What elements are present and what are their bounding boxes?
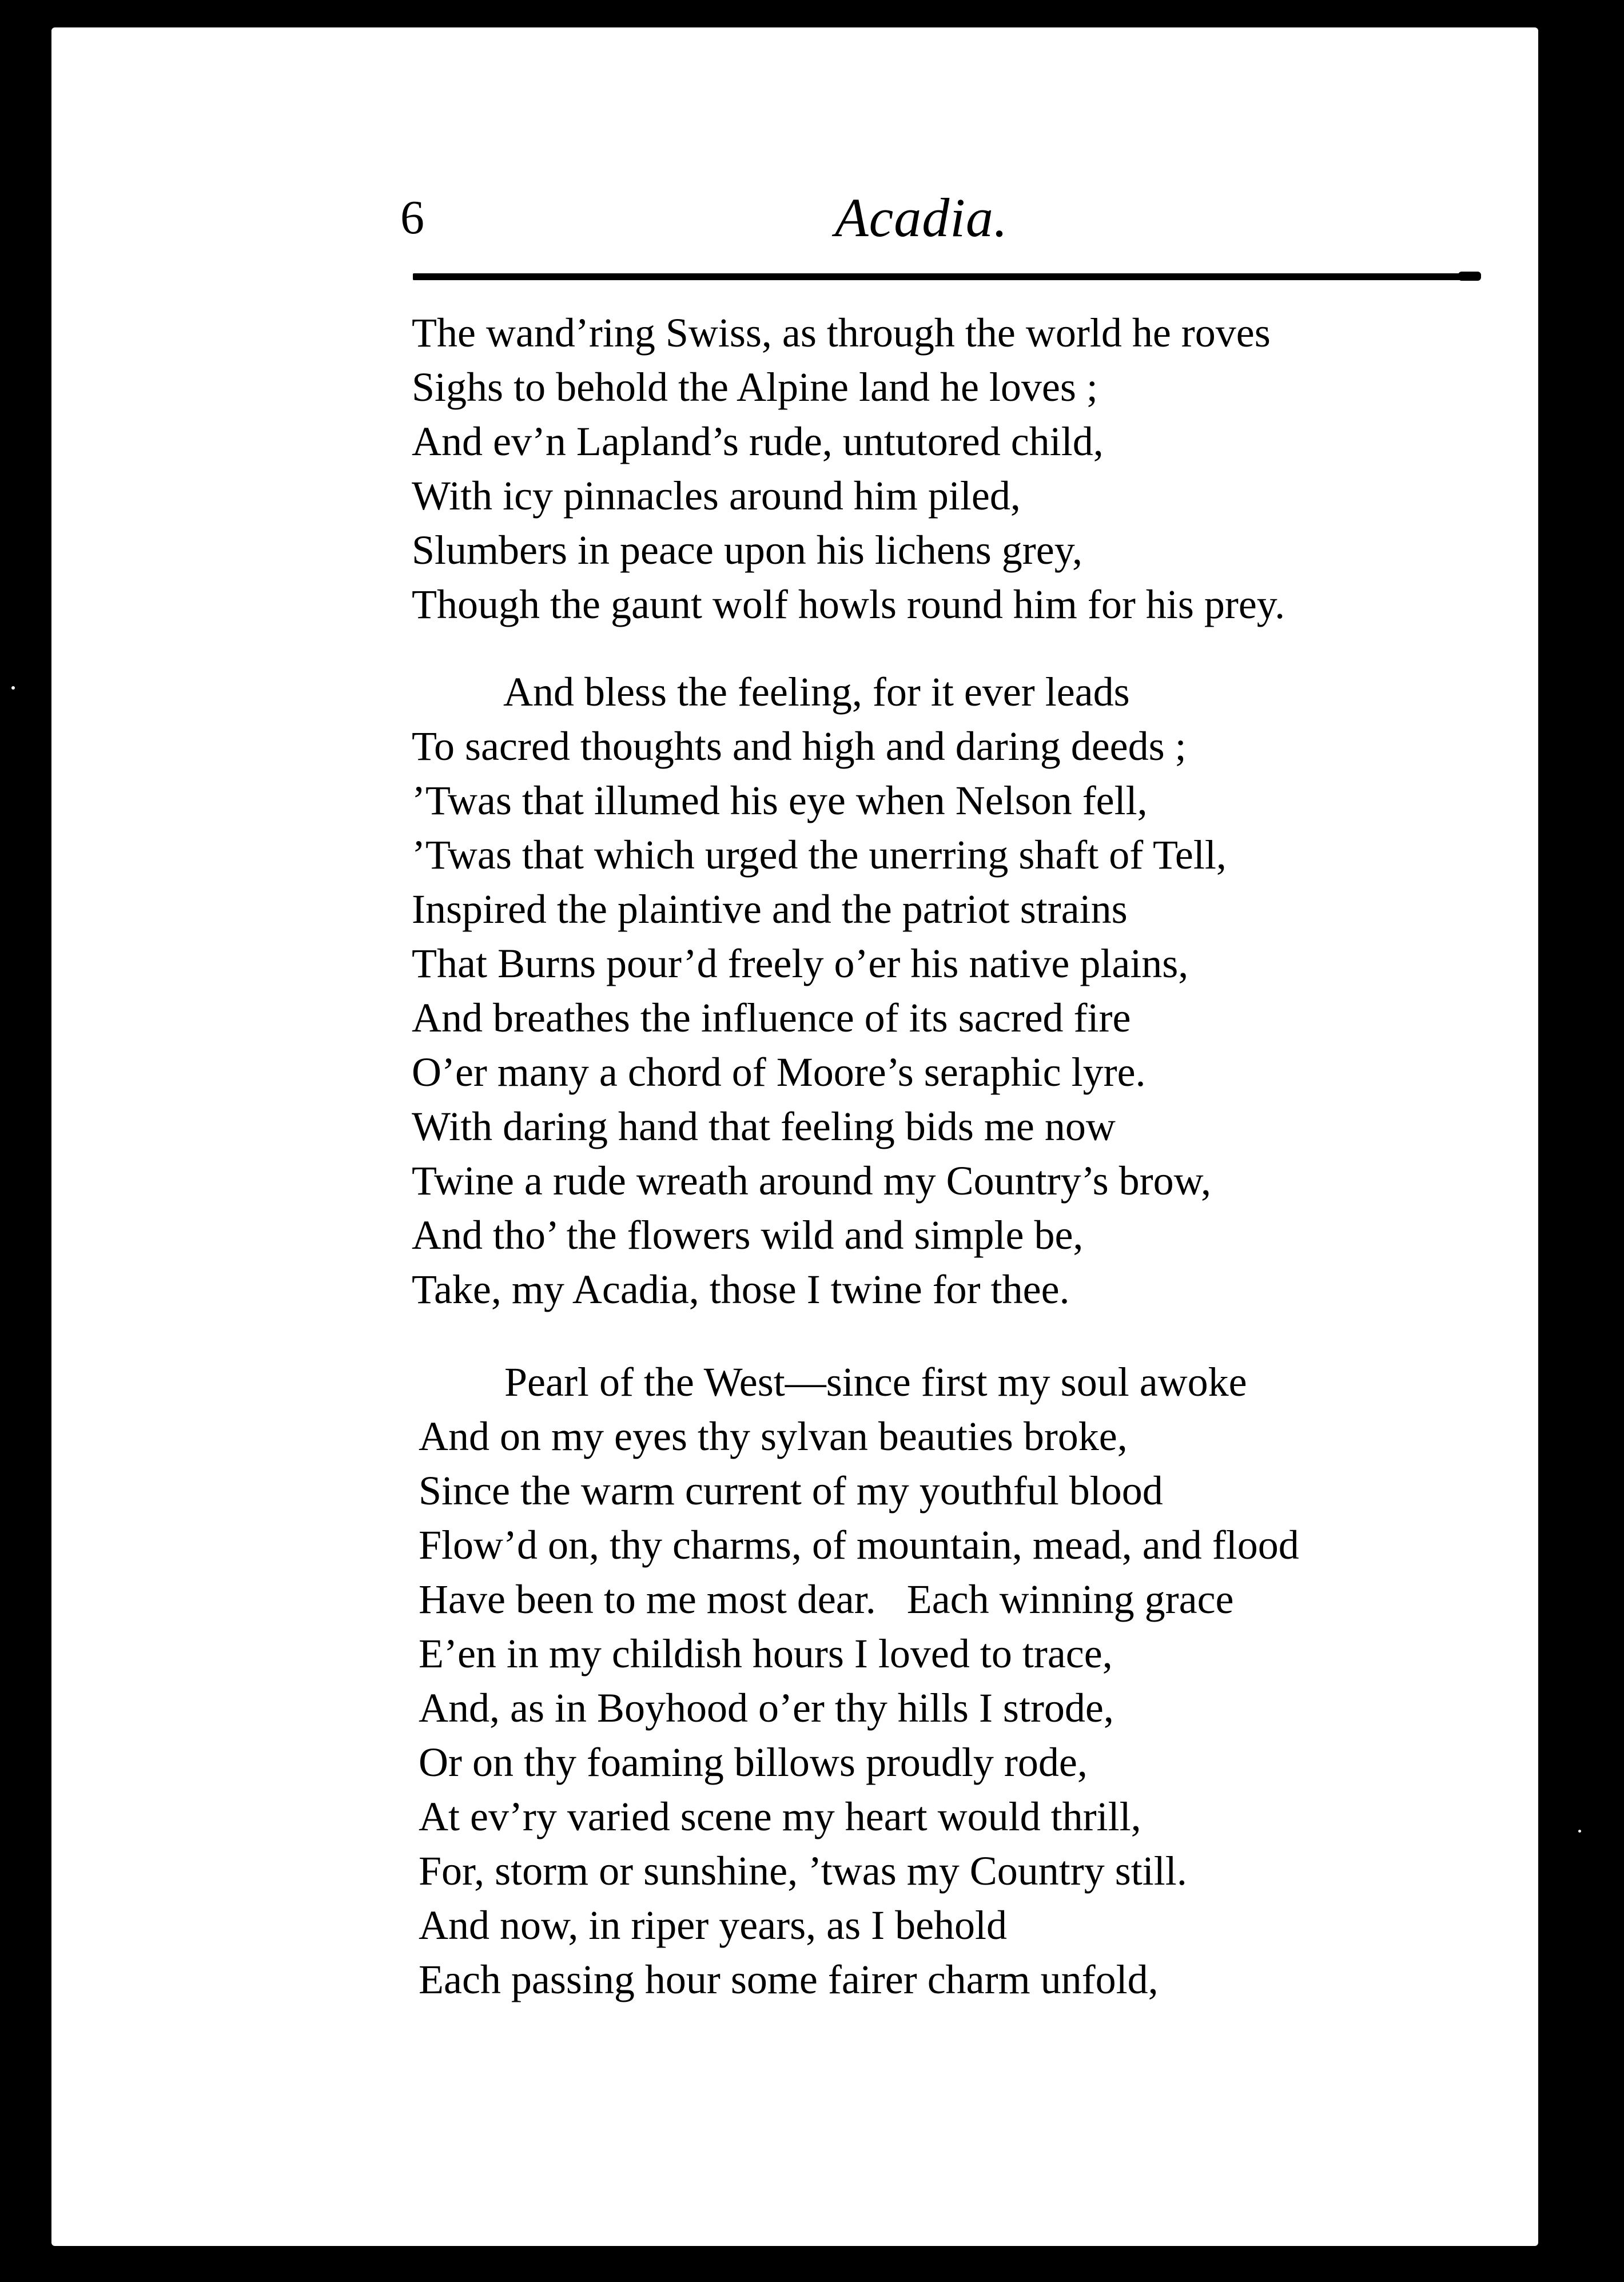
verse-line: To sacred thoughts and high and daring deeds ; (412, 723, 1187, 769)
verse-line: O’er many a chord of Moore’s seraphic lyre. (412, 1049, 1146, 1095)
verse-line: Slumbers in peace upon his lichens grey, (412, 527, 1083, 573)
verse-line: And breathes the influence of its sacred fire (412, 995, 1131, 1041)
verse-line: Though the gaunt wolf howls round him for his prey. (412, 582, 1285, 627)
verse-line: Twine a rude wreath around my Country’s brow, (412, 1158, 1211, 1204)
verse-line: Each passing hour some fairer charm unfold, (419, 1957, 1159, 2002)
page-header (400, 181, 1518, 255)
verse-line: Have been to me most dear. Each winning grace (419, 1576, 1234, 1622)
verse-line: And bless the feeling, for it ever leads (503, 669, 1130, 715)
verse-line: Take, my Acadia, those I twine for thee. (412, 1267, 1070, 1312)
verse-line: That Burns pour’d freely o’er his native plains, (412, 941, 1189, 986)
scan-speck (1578, 1830, 1581, 1833)
stanza (412, 1355, 1498, 2007)
verse-line: And ev’n Lapland’s rude, untutored child, (412, 419, 1104, 464)
verse-line: With icy pinnacles around him piled, (412, 473, 1021, 519)
verse-line: ’Twas that which urged the unerring shaft of Tell, (412, 832, 1227, 878)
verse-line: At ev’ry varied scene my heart would thrill, (419, 1794, 1141, 1839)
verse-line: And now, in riper years, as I behold (419, 1902, 1008, 1948)
page-number: 6 (400, 191, 424, 244)
verse-line: The wand’ring Swiss, as through the world he roves (412, 310, 1271, 356)
verse-line: Since the warm current of my youthful blood (419, 1468, 1163, 1514)
verse-line: With daring hand that feeling bids me now (412, 1104, 1116, 1149)
verse-line: Sighs to behold the Alpine land he loves ; (412, 364, 1098, 410)
verse-line: Pearl of the West—since first my soul awoke (504, 1359, 1247, 1405)
verse-line: Flow’d on, thy charms, of mountain, mead, and flood (419, 1522, 1299, 1568)
stanza (412, 665, 1498, 1317)
scan-speck (11, 686, 15, 690)
header-rule (413, 273, 1478, 280)
stanza (412, 306, 1498, 632)
verse-line: Or on thy foaming billows proudly rode, (419, 1739, 1088, 1785)
verse-line: Inspired the plaintive and the patriot strains (412, 886, 1128, 932)
verse-line: For, storm or sunshine, ’twas my Country still. (419, 1848, 1187, 1894)
verse-line: ’Twas that illumed his eye when Nelson fell, (412, 778, 1148, 823)
verse-line: And on my eyes thy sylvan beauties broke, (419, 1413, 1128, 1459)
verse-line: And tho’ the flowers wild and simple be, (412, 1212, 1084, 1258)
verse-line: And, as in Boyhood o’er thy hills I strode, (419, 1685, 1114, 1731)
running-title: Acadia. (835, 187, 1008, 248)
verse-line: E’en in my childish hours I loved to trace, (419, 1631, 1113, 1676)
